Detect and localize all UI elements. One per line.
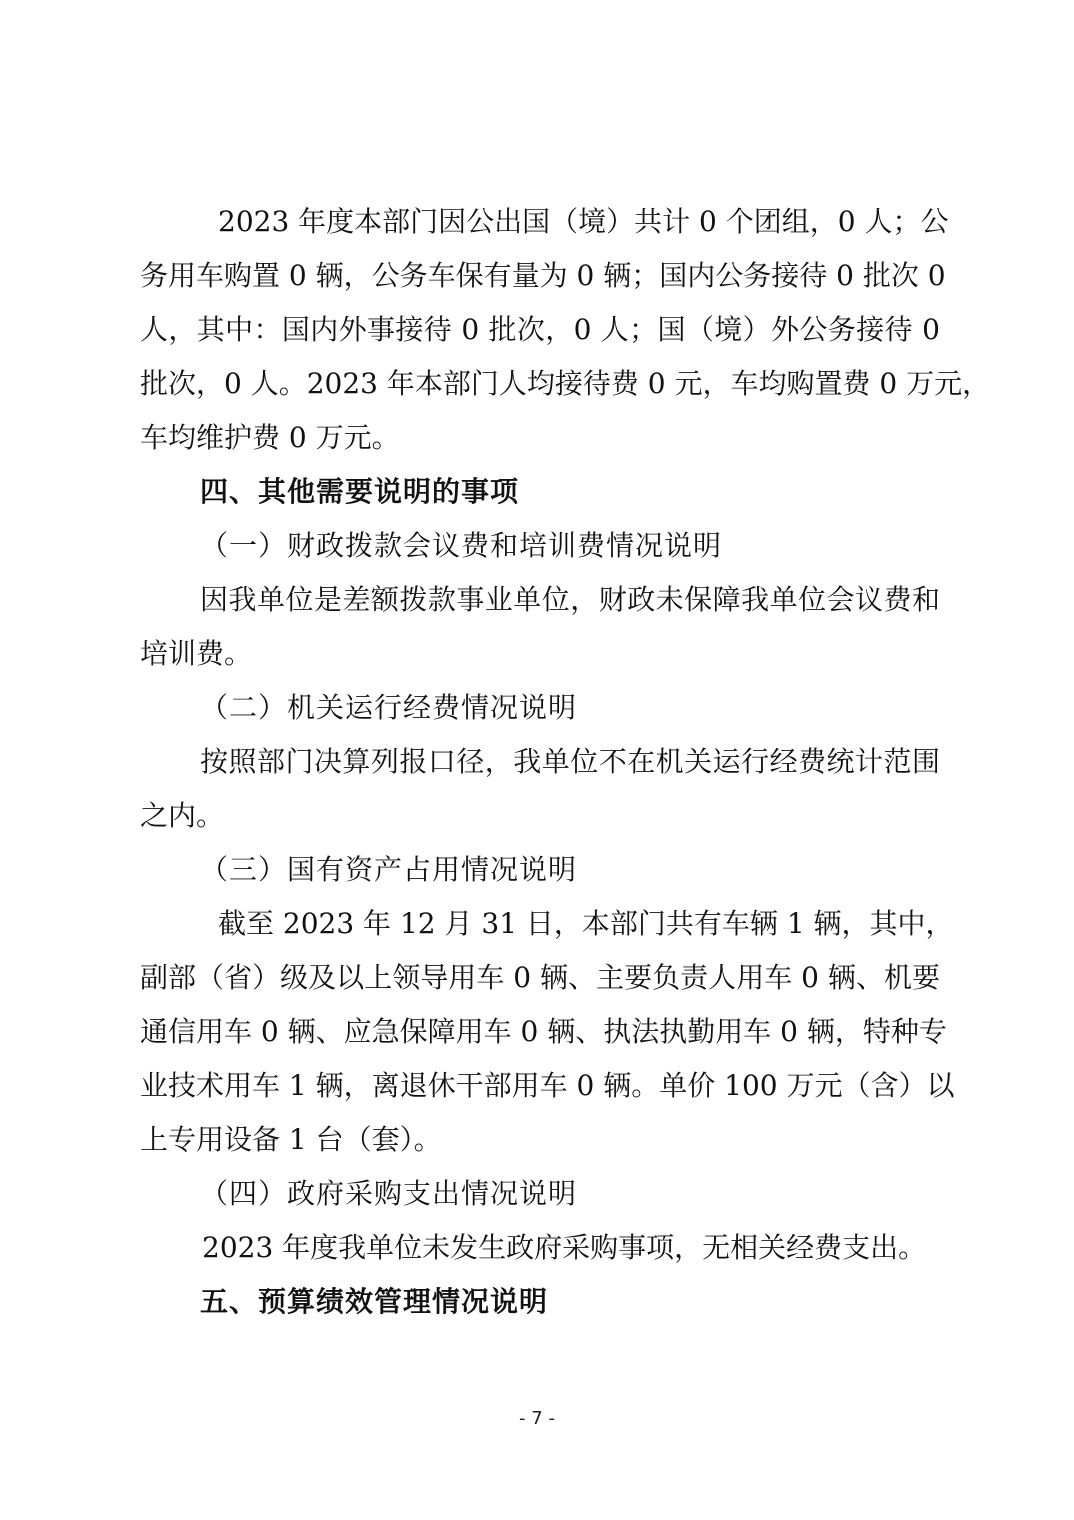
paragraph-line: 2023 年度我单位未发生政府采购事项，无相关经费支出。 <box>202 1231 927 1264</box>
paragraph-line: 因我单位是差额拨款事业单位，财政未保障我单位会议费和 <box>200 583 940 616</box>
paragraph-line: 按照部门决算列报口径，我单位不在机关运行经费统计范围 <box>200 745 940 778</box>
paragraph-line: 之内。 <box>140 799 225 832</box>
paragraph-line: 批次，0 人。2023 年本部门人均接待费 0 元，车均购置费 0 万元， <box>140 367 991 400</box>
paragraph-line: 通信用车 0 辆、应急保障用车 0 辆、执法执勤用车 0 辆，特种专 <box>140 1015 947 1048</box>
paragraph-line: 车均维护费 0 万元。 <box>140 421 400 454</box>
paragraph-line: 2023 年度本部门因公出国（境）共计 0 个团组，0 人；公 <box>218 205 949 238</box>
subsection-title: （四）政府采购支出情况说明 <box>200 1177 578 1210</box>
page-number: - 7 - <box>519 1408 555 1429</box>
paragraph-line: 务用车购置 0 辆，公务车保有量为 0 辆；国内公务接待 0 批次 0 <box>140 259 946 292</box>
paragraph-line: 上专用设备 1 台（套）。 <box>140 1123 442 1156</box>
subsection-title: （一）财政拨款会议费和培训费情况说明 <box>200 529 723 562</box>
paragraph-line: 业技术用车 1 辆，离退休干部用车 0 辆。单价 100 万元（含）以 <box>140 1069 955 1102</box>
paragraph-line: 副部（省）级及以上领导用车 0 辆、主要负责人用车 0 辆、机要 <box>140 961 940 994</box>
paragraph-line: 人，其中：国内外事接待 0 批次，0 人；国（境）外公务接待 0 <box>140 313 940 346</box>
subsection-title: （二）机关运行经费情况说明 <box>200 691 578 724</box>
subsection-title: （三）国有资产占用情况说明 <box>200 853 578 886</box>
paragraph-line: 截至 2023 年 12 月 31 日，本部门共有车辆 1 辆，其中， <box>218 907 954 940</box>
paragraph-line: 培训费。 <box>140 637 253 670</box>
section-heading: 五、预算绩效管理情况说明 <box>200 1285 549 1318</box>
section-heading: 四、其他需要说明的事项 <box>200 475 520 508</box>
